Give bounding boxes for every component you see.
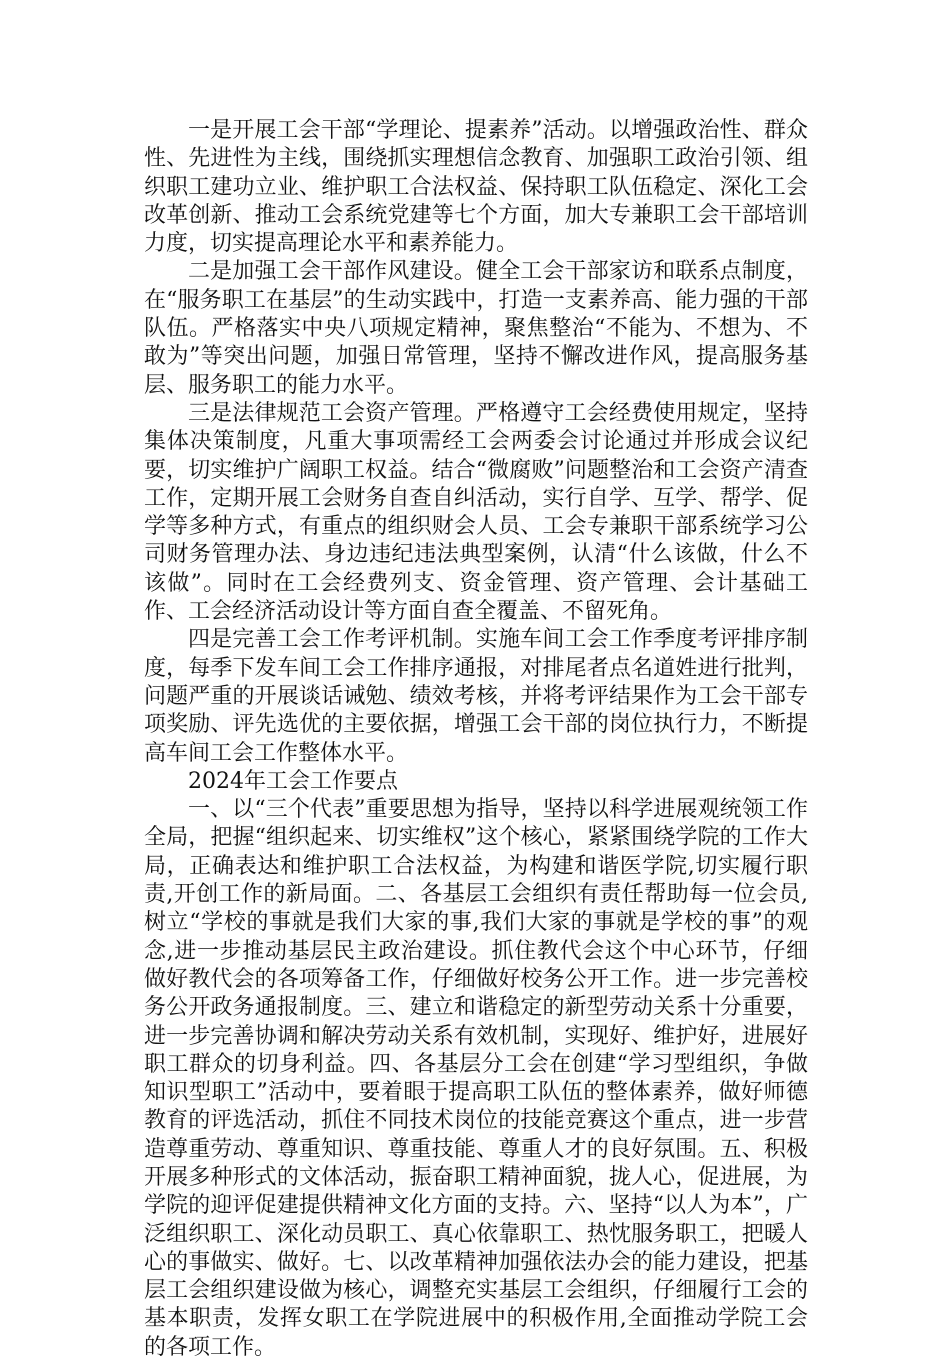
paragraph-evaluation-mechanism: 四是完善工会工作考评机制。实施车间工会工作季度考评排序制度，每季下发车间工会工作排序通报，对排尾者点名道姓进行批判，问题严重的开展谈话诫勉、绩效考核，并将考评结果作为工会干部专项奖励、评先选优的主要依据，增强工会干部的岗位执行力，不断提高车间工会工作整体水平。: [144, 627, 808, 766]
paragraph-asset-management: 三是法律规范工会资产管理。严格遵守工会经费使用规定，坚持集体决策制度，凡重大事项需经工会两委会讨论通过并形成会议纪要，切实维护广阔职工权益。结合“微腐败”问题整治和工会资产清查工作，定期开展工会财务自查自纠活动，实行自学、互学、帮学、促学等多种方式，有重点的组织财会人员、工会专兼职干部系统学习公司财务管理办法、身边违纪违法典型案例，认清“什么该做，什么不该做”。同时在工会经费列支、资金管理、资产管理、会计基础工作、工会经济活动设计等方面自查全覆盖、不留死角。: [144, 400, 808, 625]
section-heading: 2024年工会工作要点: [188, 768, 398, 794]
paragraph-work-style: 二是加强工会干部作风建设。健全工会干部家访和联系点制度，在“服务职工在基层”的生动实践中，打造一支素养高、能力强的干部队伍。严格落实中央八项规定精神，聚焦整治“不能为、不想为、不敢为”等突出问题，加强日常管理，坚持不懈改进作风，提高服务基层、服务职工的能力水平。: [144, 259, 808, 398]
paragraph-work-points: 一、以“三个代表”重要思想为指导，坚持以科学进展观统领工作全局，把握“组织起来、切实维权”这个核心，紧紧围绕学院的工作大局，正确表达和维护职工合法权益，为构建和谐医学院,切实履行职责,开创工作的新局面。二、各基层工会组织有责任帮助每一位会员,树立“学校的事就是我们大家的事,我们大家的事就是学校的事”的观念,进一步推动基层民主政治建设。抓住教代会这个中心环节，仔细做好教代会的各项筹备工作，仔细做好校务公开工作。进一步完善校务公开政务通报制度。三、建立和谐稳定的新型劳动关系十分重要，进一步完善协调和解决劳动关系有效机制，实现好、维护好，进展好职工群众的切身利益。四、各基层分工会在创建“学习型组织，争做知识型职工”活动中，要着眼于提高职工队伍的整体素养，做好师德教育的评选活动，抓住不同技术岗位的技能竞赛这个重点，进一步营造尊重劳动、尊重知识、尊重技能、尊重人才的良好氛围。五、积极开展多种形式的文体活动，振奋职工精神面貌，拢人心，促进展，为学院的迎评促建提供精神文化方面的支持。六、坚持“以人为本”，广泛组织职工、深化动员职工、真心依靠职工、热忱服务职工，把暖人心的事做实、做好。七、以改革精神加强依法办会的能力建设，把基层工会组织建设做为核心，调整充实基层工会组织，仔细履行工会的基本职责，发挥女职工在学院进展中的积极作用,全面推动学院工会的各项工作。: [144, 797, 808, 1360]
paragraph-cadre-training: 一是开展工会干部“学理论、提素养”活动。以增强政治性、群众性、先进性为主线，围绕抓实理想信念教育、加强职工政治引领、组织职工建功立业、维护职工合法权益、保持职工队伍稳定、深化工会改革创新、推动工会系统党建等七个方面，加大专兼职工会干部培训力度，切实提高理论水平和素养能力。: [144, 118, 808, 257]
document-page: [144, 117, 808, 1362]
